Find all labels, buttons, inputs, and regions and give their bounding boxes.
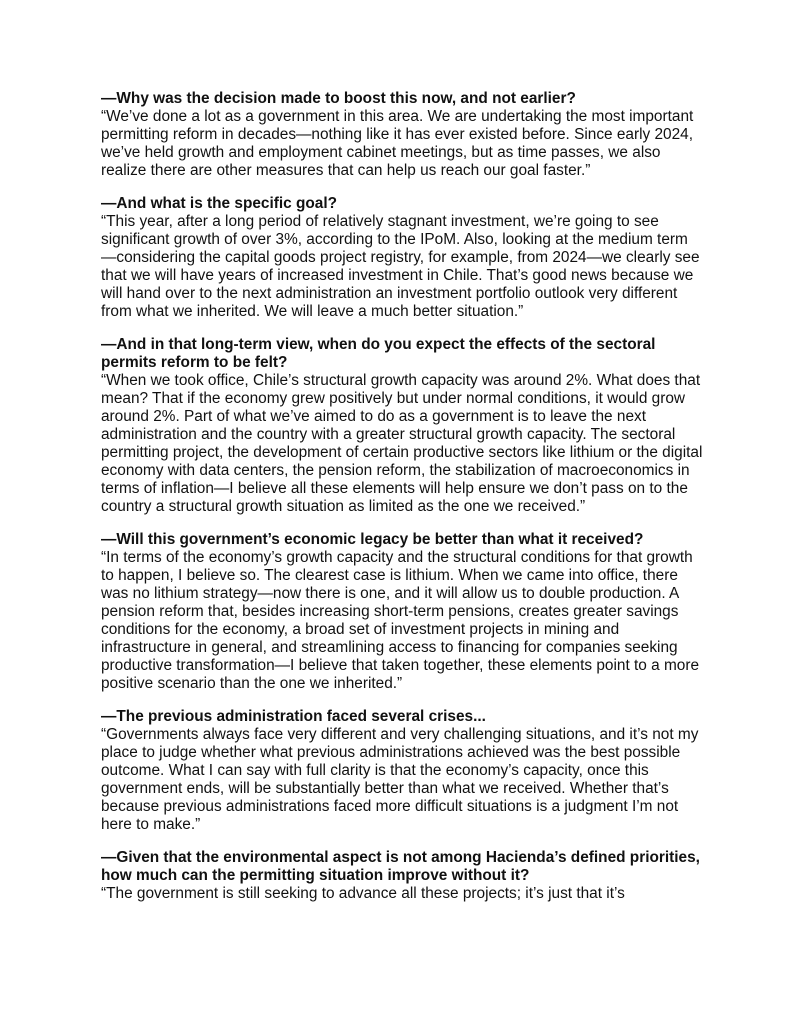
answer: “The government is still seeking to advance all these projects; it’s just that it’s	[101, 885, 625, 902]
answer: “In terms of the economy’s growth capacity and the structural conditions for that growth to happen, I believe so. The clearest case is lithium. When we came into office, there was no lithium strategy—now there is one, and it will allow us to double production. A pension reform that, besides increasing short-term pensions, creates greater savings conditions for the economy, a broad set of investment projects in mining and infrastructure in general, and streamlining access to financing for companies seeking productive transformation—I believe that taken together, these elements point to a more positive scenario than the one we inherited.”	[101, 549, 700, 692]
qa-block	[101, 336, 706, 516]
answer: “Governments always face very different and very challenging situations, and it’s not my place to judge whether what previous administrations achieved was the best possible outcome. What I can say with full clarity is that the economy’s capacity, once this government ends, will be substantially better than what we received. Whether that’s because previous administrations faced more difficult situations is a judgment I’m not here to make.”	[101, 726, 699, 833]
qa-block	[101, 195, 706, 321]
question: —And in that long-term view, when do you expect the effects of the sectoral permits reform to be felt?	[101, 336, 656, 371]
question: —The previous administration faced several crises...	[101, 708, 486, 725]
qa-block	[101, 531, 706, 693]
qa-block	[101, 90, 706, 180]
document-page	[101, 90, 706, 918]
answer: “When we took office, Chile’s structural growth capacity was around 2%. What does that mean? That if the economy grew positively but under normal conditions, it would grow around 2%. Part of what we’ve aimed to do as a government is to leave the next administration and the country with a greater structural growth capacity. The sectoral permitting project, the development of certain productive sectors like lithium or the digital economy with data centers, the pension reform, the stabilization of macroeconomics in terms of inflation—I believe all these elements will help ensure we don’t pass on to the country a structural growth situation as limited as the one we received.”	[101, 372, 703, 515]
qa-block	[101, 708, 706, 834]
answer: “This year, after a long period of relatively stagnant investment, we’re going to see significant growth of over 3%, according to the IPoM. Also, looking at the medium term —considering the capital goods project registry, for example, from 2024—we clearly see that we will have years of increased investment in Chile. That’s good news because we will hand over to the next administration an investment portfolio outlook very different from what we inherited. We will leave a much better situation.”	[101, 213, 700, 320]
qa-block	[101, 849, 706, 903]
question: —Given that the environmental aspect is not among Hacienda’s defined priorities, how much can the permitting situation improve without it?	[101, 849, 700, 884]
question: —Why was the decision made to boost this now, and not earlier?	[101, 90, 576, 107]
question: —And what is the specific goal?	[101, 195, 338, 212]
question: —Will this government’s economic legacy be better than what it received?	[101, 531, 644, 548]
answer: “We’ve done a lot as a government in this area. We are undertaking the most important permitting reform in decades—nothing like it has ever existed before. Since early 2024, we’ve held growth and employment cabinet meetings, but as time passes, we also realize there are other measures that can help us reach our goal faster.”	[101, 108, 694, 179]
